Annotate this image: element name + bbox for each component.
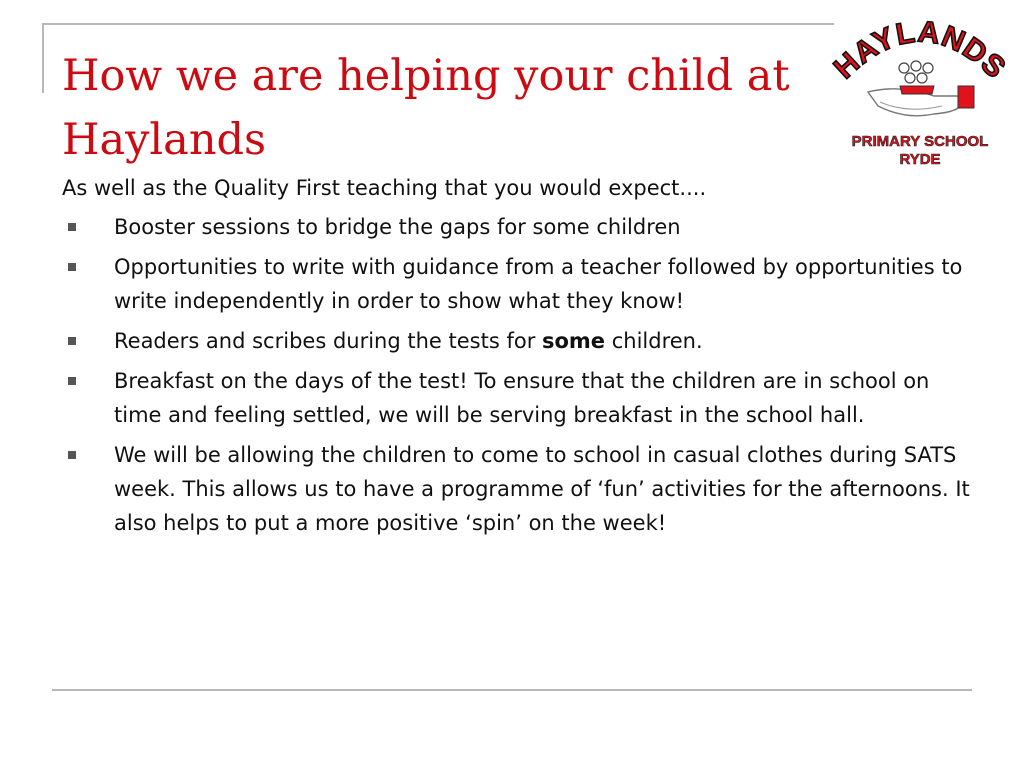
left-frame-line <box>42 23 44 93</box>
square-bullet-icon <box>68 263 76 271</box>
bullet-item <box>62 438 972 540</box>
square-bullet-icon <box>68 223 76 231</box>
bottom-rule <box>52 689 972 691</box>
bullet-text-emphasis: some <box>542 329 606 353</box>
bullet-item <box>62 210 972 244</box>
square-bullet-icon <box>68 451 76 459</box>
top-frame-line <box>42 23 834 25</box>
bullet-text: Booster sessions to bridge the gaps for some children <box>114 215 681 239</box>
school-logo <box>830 10 1010 180</box>
bullet-text-post: children. <box>605 329 703 353</box>
logo-wordmark: HAYLANDS <box>830 15 1010 86</box>
intro-text: As well as the Quality First teaching that you would expect.... <box>62 176 707 200</box>
bullet-item <box>62 364 972 432</box>
bullet-text-pre: Readers and scribes during the tests for <box>114 329 542 353</box>
bullet-text: Breakfast on the days of the test! To ensure that the children are in school on time and feeling settled, we will be serving breakfast in the school hall. <box>114 369 930 427</box>
logo-line-primary-school: PRIMARY SCHOOL <box>851 133 989 150</box>
hand-holding-children-icon <box>868 61 974 116</box>
slide-body <box>62 172 972 546</box>
bullet-list <box>62 210 972 540</box>
bullet-text: We will be allowing the children to come to school in casual clothes during SATS week. This allows us to have a programme of ‘fun’ activities for the afternoons. It also helps to put a more positive ‘spin’ on the week! <box>114 443 970 535</box>
square-bullet-icon <box>68 377 76 385</box>
slide-title: How we are helping your child at Haylands <box>62 51 790 165</box>
bullet-item <box>62 250 972 318</box>
logo-line-ryde: RYDE <box>899 151 941 168</box>
bullet-text: Opportunities to write with guidance from a teacher followed by opportunities to write independently in order to show what they know! <box>114 255 963 313</box>
square-bullet-icon <box>68 337 76 345</box>
bullet-item <box>62 324 972 358</box>
